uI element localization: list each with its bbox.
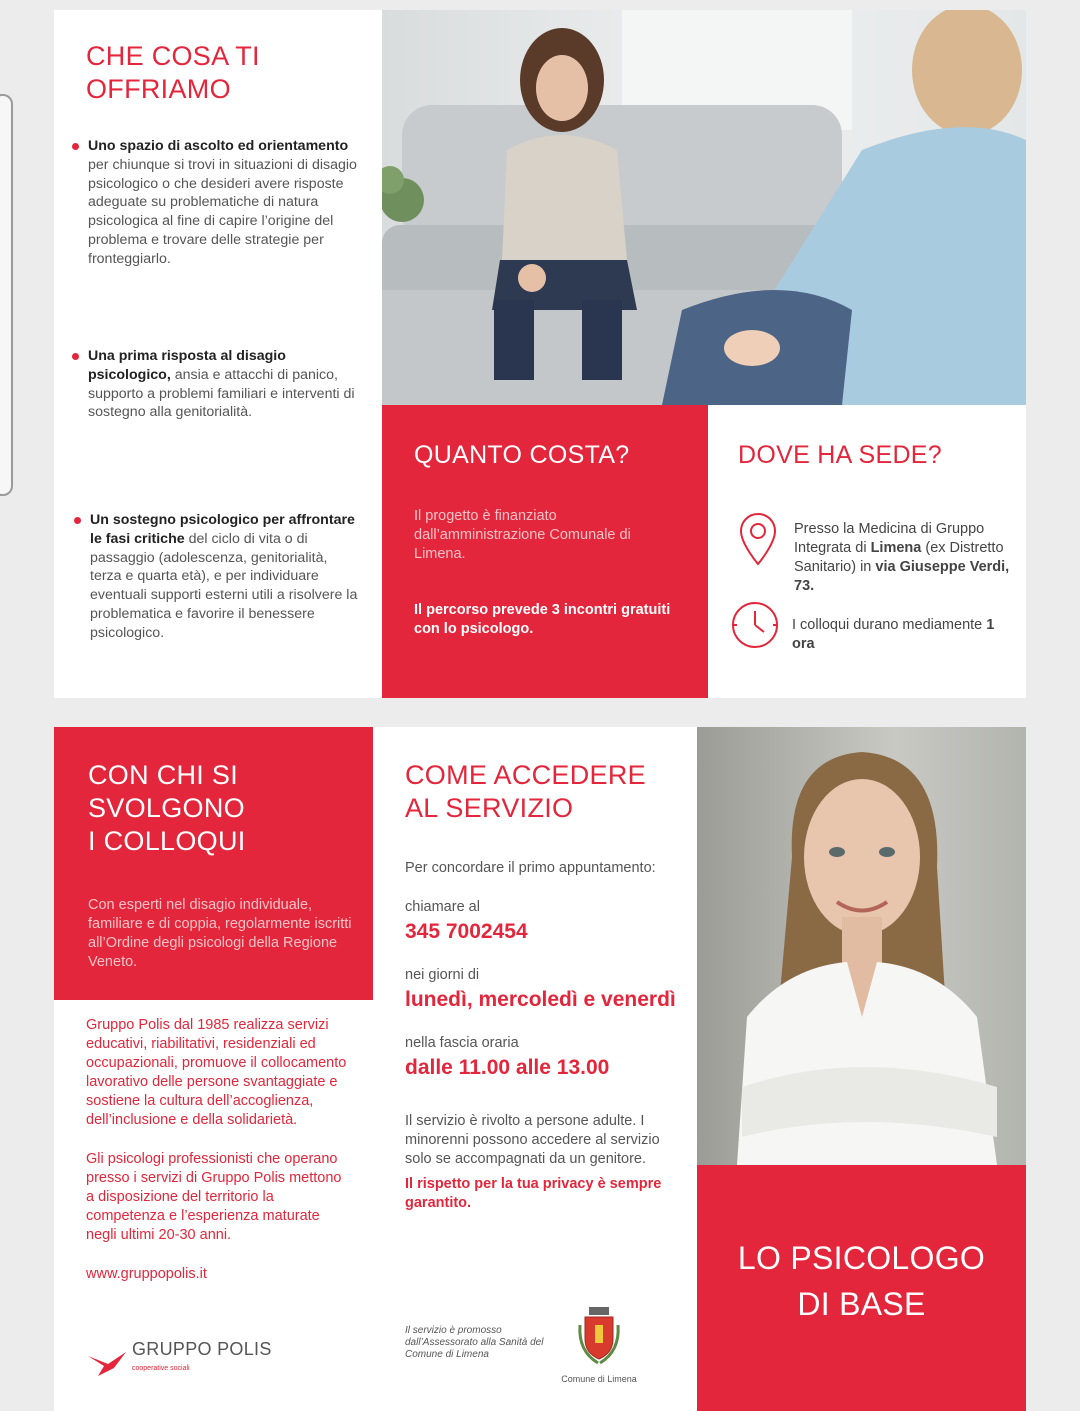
brochure-back bbox=[54, 727, 1026, 1411]
polis-description: Gruppo Polis dal 1985 realizza servizi educativi, riabilitativi, residenziali ed occupazionali, promuove il collocamento lavorativo delle persone svantaggiate e sostiene la cultura dell’accoglienza, dell’inclusione e della solidarietà. bbox=[86, 1017, 347, 1128]
therapy-session-photo bbox=[382, 10, 1026, 405]
days-label: nei giorni di bbox=[405, 967, 480, 983]
crest-label: Comune di Limena bbox=[561, 1374, 637, 1384]
scroll-tab[interactable] bbox=[0, 94, 13, 496]
offer-bullet-1: Uno spazio di ascolto ed orientamento per chiunque si trovi in situazioni di disagio psicologico o che desideri avere risposte adeguate su problematiche di natura psicologica al fine di capire l’origine del problema e trovare delle strategie per fronteggiarlo. bbox=[87, 137, 359, 269]
cost-funding-text: Il progetto è finanziato dall’amministrazione Comunale di Limena. bbox=[414, 508, 631, 562]
days-value: lunedì, mercoledì e venerdì bbox=[405, 988, 676, 1011]
phone-number[interactable]: 345 7002454 bbox=[405, 920, 528, 943]
service-title-line2: DI BASE bbox=[797, 1286, 926, 1322]
location-address: Presso la Medicina di Gruppo Integrata di Limena (ex Distretto Sanitario) in via Giuseppe Verdi, 73. bbox=[794, 521, 1010, 594]
offer-title: CHE COSA TI OFFRIAMO bbox=[86, 41, 260, 104]
location-section bbox=[708, 405, 1026, 698]
privacy-note: Il rispetto per la tua privacy è sempre garantito. bbox=[405, 1176, 662, 1211]
cost-sessions-text: Il percorso prevede 3 incontri gratuiti con lo psicologo. bbox=[414, 602, 671, 637]
offer-section bbox=[54, 10, 382, 698]
experts-title: CON CHI SI SVOLGONO I COLLOQUI bbox=[88, 760, 246, 856]
polis-bird-icon bbox=[86, 1348, 128, 1378]
session-duration: I colloqui durano mediamente 1 ora bbox=[792, 617, 995, 652]
coat-of-arms-icon bbox=[576, 1305, 622, 1367]
gruppo-polis-section bbox=[54, 1000, 373, 1411]
clock-icon bbox=[730, 600, 780, 650]
service-title-block bbox=[697, 1165, 1026, 1411]
adults-note: Il servizio è rivolto a persone adulte. I minorenni possono accedere al servizio solo se accompagnati da un genitore. bbox=[405, 1113, 660, 1167]
comune-crest bbox=[549, 1305, 649, 1384]
experts-section bbox=[54, 727, 373, 1000]
polis-psychologists: Gli psicologi professionisti che operano presso i servizi di Gruppo Polis mettono a disposizione del territorio la competenza e l’esperienza maturate negli ultimi 20-30 anni. bbox=[86, 1151, 342, 1243]
access-section bbox=[373, 727, 697, 1411]
call-label: chiamare al bbox=[405, 899, 480, 915]
experts-text: Con esperti nel disagio individuale, familiare e di coppia, regolarmente iscritti all’Ordine degli psicologi della Regione Veneto. bbox=[88, 897, 352, 970]
location-title: DOVE HA SEDE? bbox=[738, 441, 942, 469]
offer-bullet-3: Un sostegno psicologico per affrontare le fasi critiche del ciclo di vita o di passaggio (adolescenza, genitorialità, terza e quarta età), e per individuare eventuali supporti esterni utili a risolvere la problematica e favorire il benessere psicologico. bbox=[89, 511, 361, 643]
cost-section bbox=[382, 405, 708, 698]
cost-title: QUANTO COSTA? bbox=[414, 441, 630, 469]
offer-bullet-2: Una prima risposta al disagio psicologico, ansia e attacchi di panico, supporto a problemi familiari e interventi di sostegno alla genitorialità. bbox=[87, 347, 359, 422]
location-pin-icon bbox=[738, 512, 778, 568]
promotion-note: Il servizio è promosso dall’Assessorato alla Sanità del Comune di Limena bbox=[405, 1325, 544, 1360]
polis-website-link[interactable]: www.gruppopolis.it bbox=[86, 1266, 207, 1282]
hours-label: nella fascia oraria bbox=[405, 1035, 519, 1051]
gruppo-polis-logo: GRUPPO POLIS cooperative sociali bbox=[86, 1340, 272, 1378]
hours-value: dalle 11.00 alle 13.00 bbox=[405, 1056, 610, 1079]
access-intro: Per concordare il primo appuntamento: bbox=[405, 860, 656, 876]
access-title: COME ACCEDERE AL SERVIZIO bbox=[405, 760, 646, 823]
service-title-line1: LO PSICOLOGO bbox=[737, 1240, 986, 1276]
psychologist-portrait-photo bbox=[697, 727, 1026, 1165]
brochure-front bbox=[54, 10, 1026, 698]
